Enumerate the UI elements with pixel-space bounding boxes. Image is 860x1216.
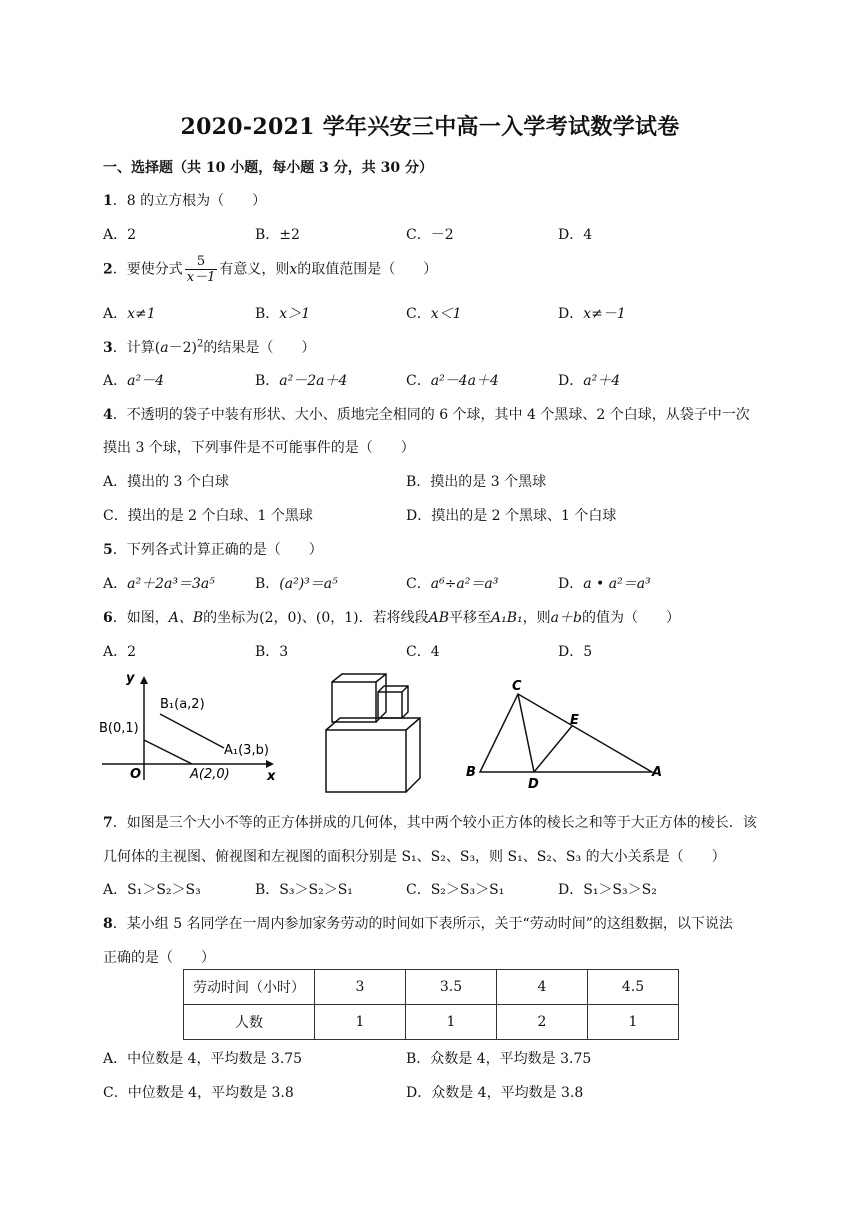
option-b: B．摸出的是 3 个黑球 bbox=[406, 474, 547, 490]
coordinate-figure bbox=[96, 668, 286, 786]
question-4-line-2: 摸出 3 个球，下列事件是不可能事件的是（ ） bbox=[103, 440, 415, 456]
triangle-figure bbox=[462, 676, 672, 792]
point-a1-label: A₁(3,b) bbox=[224, 743, 269, 758]
x-axis-label: x bbox=[267, 769, 276, 784]
option-c: C．S₂＞S₃＞S₁ bbox=[406, 882, 505, 898]
option-c: C．－2 bbox=[406, 227, 454, 243]
option-b: B．x＞1 bbox=[255, 306, 311, 322]
option-c: C．a⁶÷a²＝a³ bbox=[406, 576, 499, 592]
question-8-line-1: 8．某小组 5 名同学在一周内参加家务劳动的时间如下表所示，关于“劳动时间”的这组数据，以下说法 bbox=[103, 916, 733, 932]
point-b-label: B(0,1) bbox=[99, 721, 139, 736]
option-c: C．a²－4a＋4 bbox=[406, 373, 499, 389]
point-a-label: A bbox=[652, 765, 663, 780]
option-c: C．x＜1 bbox=[406, 306, 462, 322]
question-3: 3．计算$(a-2)^2$的结果是（ ） bbox=[103, 338, 316, 356]
point-b1-label: B₁(a,2) bbox=[160, 697, 205, 712]
question-8-line-2: 正确的是（ ） bbox=[103, 950, 215, 966]
segment-a1b1 bbox=[160, 714, 224, 748]
option-a: A．2 bbox=[103, 227, 137, 243]
option-a: A．S₁＞S₂＞S₃ bbox=[103, 882, 201, 898]
table-cell: 3 bbox=[315, 970, 406, 1005]
question-7-line-1: 7．如图是三个大小不等的正方体拼成的几何体，其中两个较小正方体的棱长之和等于大正方体的棱长．该 bbox=[103, 815, 757, 831]
question-number: 8 bbox=[103, 916, 113, 932]
question-6: 6．如图，A、B的坐标为(2，0)、(0，1)．若将线段AB平移至A₁B₁，则a＋b的值为（ ） bbox=[103, 610, 680, 626]
origin-label: O bbox=[130, 767, 142, 782]
point-c-label: C bbox=[512, 679, 522, 694]
option-d: D．摸出的是 2 个黑球、1 个白球 bbox=[406, 508, 617, 524]
option-d: D．4 bbox=[558, 227, 593, 243]
question-7-line-2: 几何体的主视图、俯视图和左视图的面积分别是 S₁、S₂、S₃，则 S₁、S₂、S₃ 的大小关系是（ ） bbox=[103, 849, 726, 865]
option-c: C．4 bbox=[406, 644, 440, 660]
table-row-header: 人数 bbox=[184, 1005, 315, 1040]
option-a: A．a²＋2a³＝3a⁵ bbox=[103, 576, 215, 592]
fraction-numerator: 5 bbox=[185, 254, 218, 270]
question-number: 6 bbox=[103, 610, 113, 626]
table-cell: 3.5 bbox=[406, 970, 497, 1005]
point-a-label: A(2,0) bbox=[190, 767, 230, 782]
option-b: B．S₃＞S₂＞S₁ bbox=[255, 882, 353, 898]
question-number: 5 bbox=[103, 542, 113, 558]
point-d-label: D bbox=[528, 777, 539, 792]
exam-title: 2020-2021 学年兴安三中高一入学考试数学试卷 bbox=[180, 114, 680, 140]
table-row-header: 劳动时间（小时） bbox=[184, 970, 315, 1005]
point-b-label: B bbox=[466, 765, 476, 780]
option-a: A．中位数是 4，平均数是 3.75 bbox=[103, 1051, 303, 1067]
fraction bbox=[185, 254, 218, 285]
option-b: B．a²－2a＋4 bbox=[255, 373, 348, 389]
question-stem: 有意义，则 bbox=[219, 261, 290, 278]
option-b: B．众数是 4，平均数是 3.75 bbox=[406, 1051, 592, 1067]
question-number: 7 bbox=[103, 815, 113, 831]
question-number: 2 bbox=[103, 261, 113, 278]
question-5: 5．下列各式计算正确的是（ ） bbox=[103, 542, 323, 558]
table-cell: 1 bbox=[406, 1005, 497, 1040]
question-1: 1．8 的立方根为（ ） bbox=[103, 193, 267, 209]
option-d: D．x≠－1 bbox=[558, 306, 626, 322]
y-axis-arrow bbox=[140, 676, 148, 684]
point-e-label: E bbox=[570, 713, 579, 728]
labor-time-table bbox=[183, 969, 679, 1040]
question-stem: 要使分式 bbox=[126, 261, 183, 278]
segment-cd bbox=[518, 694, 534, 772]
medium-cube-front bbox=[332, 682, 376, 722]
table-cell: 2 bbox=[497, 1005, 588, 1040]
large-cube-front bbox=[326, 730, 406, 792]
option-b: B．±2 bbox=[255, 227, 300, 243]
segment-de bbox=[534, 726, 572, 772]
fraction-denominator: x－1 bbox=[186, 270, 216, 285]
question-stem: 的取值范围是（ ） bbox=[297, 261, 438, 278]
option-a: A．a²－4 bbox=[103, 373, 164, 389]
option-d: D．众数是 4，平均数是 3.8 bbox=[406, 1085, 584, 1101]
question-4-line-1: 4．不透明的袋子中装有形状、大小、质地完全相同的 6 个球，其中 4 个黑球、2 个白球，从袋子中一次 bbox=[103, 407, 750, 423]
question-number: 3 bbox=[103, 340, 113, 356]
variable: x bbox=[289, 261, 298, 278]
cubes-figure bbox=[318, 668, 428, 798]
table-cell: 4.5 bbox=[588, 970, 679, 1005]
option-a: A．2 bbox=[103, 644, 137, 660]
option-d: D．a • a²＝a³ bbox=[558, 576, 651, 592]
section-heading: 一、选择题（共 10 小题，每小题 3 分，共 30 分） bbox=[103, 160, 433, 176]
y-axis-label: y bbox=[126, 671, 135, 686]
table-row bbox=[184, 970, 679, 1005]
option-d: D．a²＋4 bbox=[558, 373, 621, 389]
x-axis-arrow bbox=[266, 760, 274, 768]
option-b: B．(a²)³＝a⁵ bbox=[255, 576, 338, 592]
question-2: 2．要使分式 $\frac{5}{x-1}$ 有意义，则x的取值范围是（ ） bbox=[103, 254, 438, 285]
question-number: 4 bbox=[103, 407, 113, 423]
question-stem: 8 的立方根为（ ） bbox=[126, 193, 267, 209]
option-d: D．5 bbox=[558, 644, 593, 660]
option-d: D．S₁＞S₃＞S₂ bbox=[558, 882, 657, 898]
table-cell: 1 bbox=[315, 1005, 406, 1040]
segment-ab bbox=[144, 740, 192, 764]
table-cell: 1 bbox=[588, 1005, 679, 1040]
table-row bbox=[184, 1005, 679, 1040]
option-a: A．摸出的 3 个白球 bbox=[103, 474, 229, 490]
option-a: A．x≠1 bbox=[103, 306, 156, 322]
small-cube-front bbox=[378, 692, 402, 718]
table-cell: 4 bbox=[497, 970, 588, 1005]
option-c: C．中位数是 4，平均数是 3.8 bbox=[103, 1085, 294, 1101]
option-c: C．摸出的是 2 个白球、1 个黑球 bbox=[103, 508, 313, 524]
question-number: 1 bbox=[103, 193, 113, 209]
option-b: B．3 bbox=[255, 644, 289, 660]
